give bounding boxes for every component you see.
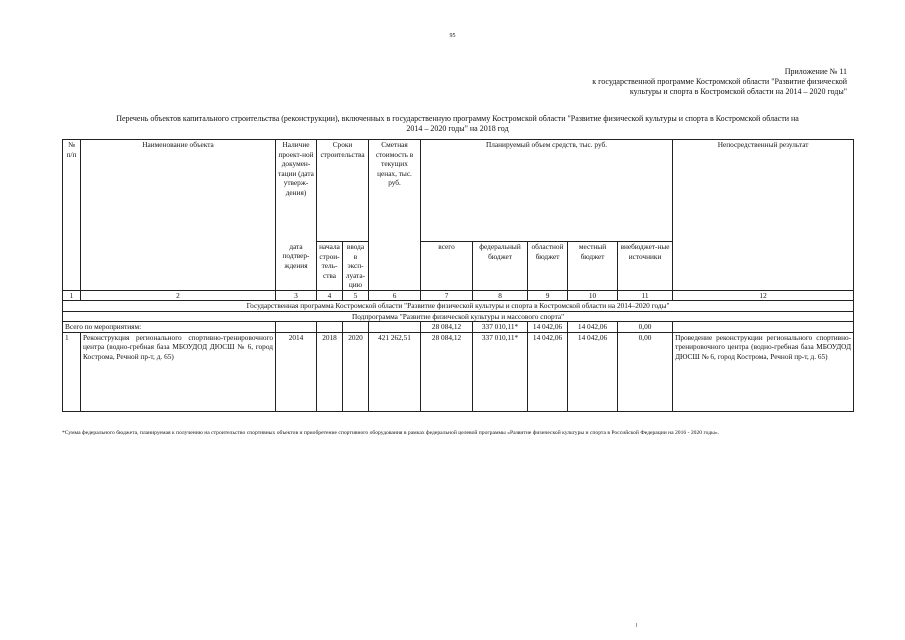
table-row	[63, 332, 854, 411]
header-num: № п/п	[63, 140, 81, 291]
row-extrabudget: 0,00	[618, 332, 673, 411]
header-local: местный бюджет	[568, 242, 618, 291]
header-docs: Наличие проект-ной докумен-тации (дата утверж-дения)	[276, 140, 317, 242]
row-estimated-cost: 421 262,51	[369, 332, 421, 411]
row-num: 1	[63, 332, 81, 411]
column-number: 7	[421, 290, 473, 301]
column-number: 4	[317, 290, 343, 301]
totals-total: 28 084,12	[421, 322, 473, 333]
header-regional: областной бюджет	[528, 242, 568, 291]
row-commission-year: 2020	[343, 332, 369, 411]
column-number: 12	[673, 290, 854, 301]
column-number: 8	[473, 290, 528, 301]
page-number: 95	[449, 33, 456, 39]
row-object-name: Реконструкция регионального спортивно-тренировочного центра (водно-гребная база МБОУДОД ДЮСШ № 6, город Кострома, Речной пр-т, д. 65)	[81, 332, 276, 411]
column-number: 1	[63, 290, 81, 301]
totals-empty-cell	[343, 322, 369, 333]
totals-federal: 337 010,11*	[473, 322, 528, 333]
heading-line: Перечень объектов капитального строительства (реконструкции), включенных в государственную программу Костромской области "Развитие физической культуры и спорта в Костромской области на	[116, 114, 799, 123]
totals-empty-cell	[276, 322, 317, 333]
subprogram-title: Подпрограмма "Развитие физической культуры и массового спорта"	[63, 311, 854, 322]
footnote: *Сумма федерального бюджета, планируемая к получению на строительство спортивных объектов и приобретение спортивного оборудования в рамках федеральной целевой программы «Развитие физической культуры и спорта в Российской Федерации на 2016 - 2020 годы».	[62, 430, 720, 436]
header-name: Наименование объекта	[81, 140, 276, 291]
column-number: 5	[343, 290, 369, 301]
row-docs-date: 2014	[276, 332, 317, 411]
row-federal: 337 010,11*	[473, 332, 528, 411]
appendix-line: к государственной программе Костромской области "Развитие физической	[592, 77, 847, 86]
totals-local: 14 042,06	[568, 322, 618, 333]
objects-table	[62, 139, 854, 412]
scan-mark	[636, 623, 639, 627]
row-regional: 14 042,06	[528, 332, 568, 411]
totals-empty-cell	[317, 322, 343, 333]
column-number: 2	[81, 290, 276, 301]
header-federal: федеральный бюджет	[473, 242, 528, 291]
header-extrabudget: внебюджет-ные источники	[618, 242, 673, 291]
row-result: Проведение реконструкции регионального спортивно-тренировочного центра (водно-гребная база МБОУДОД ДЮСШ № 6, город Кострома, Речной пр-т, д. 65)	[673, 332, 854, 411]
totals-extrabudget: 0,00	[618, 322, 673, 333]
column-number: 3	[276, 290, 317, 301]
heading-line: 2014 – 2020 годы" на 2018 год	[406, 124, 509, 133]
column-number: 6	[369, 290, 421, 301]
header-start: начала строи-тель-ства	[317, 242, 343, 291]
totals-regional: 14 042,06	[528, 322, 568, 333]
column-number: 9	[528, 290, 568, 301]
row-local: 14 042,06	[568, 332, 618, 411]
header-funds: Планируемый объем средств, тыс. руб.	[421, 140, 673, 242]
totals-empty-cell	[369, 322, 421, 333]
header-result: Непосредственный результат	[673, 140, 854, 291]
header-terms: Сроки строительства	[317, 140, 369, 242]
program-title: Государственная программа Костромской области "Развитие физической культуры и спорта в Костромской области на 2014–2020 годы"	[63, 301, 854, 312]
header-cost: Сметная стоимость в текущих ценах, тыс. руб.	[369, 140, 421, 291]
appendix-line: культуры и спорта в Костромской области на 2014 – 2020 годы"	[629, 87, 847, 96]
column-number: 11	[618, 290, 673, 301]
row-start-year: 2018	[317, 332, 343, 411]
totals-label: Всего по мероприятиям:	[63, 322, 276, 333]
header-commission: ввода в эксп-луата-цию	[343, 242, 369, 291]
column-number: 10	[568, 290, 618, 301]
appendix-note	[527, 67, 847, 97]
appendix-line: Приложение № 11	[784, 67, 847, 76]
header-total: всего	[421, 242, 473, 291]
totals-empty-cell	[673, 322, 854, 333]
row-total: 28 084,12	[421, 332, 473, 411]
header-docs-date: дата подтвер-ждения	[276, 242, 317, 291]
document-heading	[60, 114, 855, 134]
